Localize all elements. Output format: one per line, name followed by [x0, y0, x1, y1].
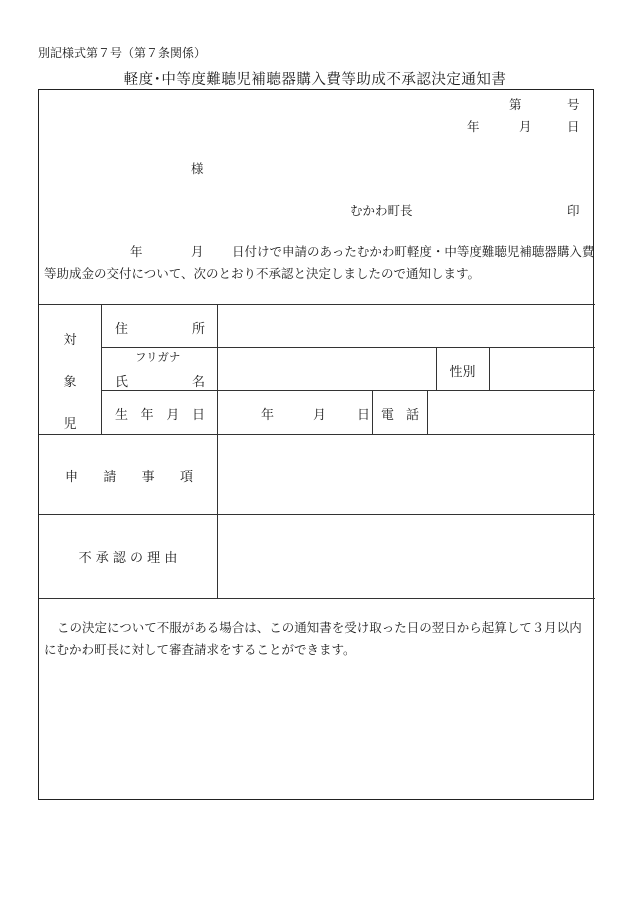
birthdate-label: 生 年 月 日	[115, 408, 205, 423]
official-seal-mark: 印	[567, 203, 580, 218]
divider-phone-label-right	[427, 390, 428, 434]
notice-number-prefix: 第	[509, 97, 522, 112]
birth-day: 日	[357, 408, 371, 423]
recipient-honorific: 様	[191, 161, 204, 176]
divider-label-column	[217, 304, 218, 598]
body-year: 年	[130, 244, 143, 259]
gender-label: 性別	[449, 365, 476, 380]
body-text-line2: 等助成金の交付について、次のとおり不承認と決定しましたので通知します。	[44, 266, 481, 281]
issuer-name: むかわ町長	[350, 203, 413, 218]
birth-year: 年	[261, 408, 275, 423]
divider-address-row	[101, 347, 595, 348]
notice-date-day: 日	[567, 119, 580, 134]
address-label: 住 所	[115, 322, 205, 337]
divider-gender-label-right	[489, 347, 490, 390]
divider-top-section	[39, 304, 595, 305]
appeal-notice: この決定について不服がある場合は、この通知書を受け取った日の翌日から起算して３月以内にむかわ町長に対して審査請求をすることができます。	[44, 620, 582, 657]
divider-phone-label-left	[372, 390, 373, 434]
divider-application-section	[39, 514, 595, 515]
divider-name-row	[101, 390, 595, 391]
form-reference: 別記様式第７号（第７条関係）	[38, 46, 207, 60]
subject-side-label: 対 象 児	[63, 333, 77, 432]
phone-label: 電 話	[381, 408, 419, 423]
notice-date-year: 年	[467, 119, 480, 134]
rejection-reason-label: 不 承 認 の 理 由	[78, 551, 178, 566]
notice-number-suffix: 号	[567, 97, 580, 112]
application-items-label: 申 請 事 項	[65, 470, 193, 485]
document-title: 軽度･中等度難聴児補聴器購入費等助成不承認決定通知書	[123, 72, 507, 88]
divider-reason-section	[39, 598, 595, 599]
divider-subject-column	[101, 304, 102, 434]
furigana-label: フリガナ	[135, 350, 181, 364]
divider-subject-section	[39, 434, 595, 435]
notice-date-month: 月	[519, 119, 532, 134]
birth-month: 月	[313, 408, 327, 423]
body-month: 月	[191, 244, 204, 259]
form-frame	[38, 89, 594, 800]
body-text: 日付けで申請のあったむかわ町軽度・中等度難聴児補聴器購入費	[232, 244, 595, 259]
name-label: 氏 名	[115, 375, 205, 390]
